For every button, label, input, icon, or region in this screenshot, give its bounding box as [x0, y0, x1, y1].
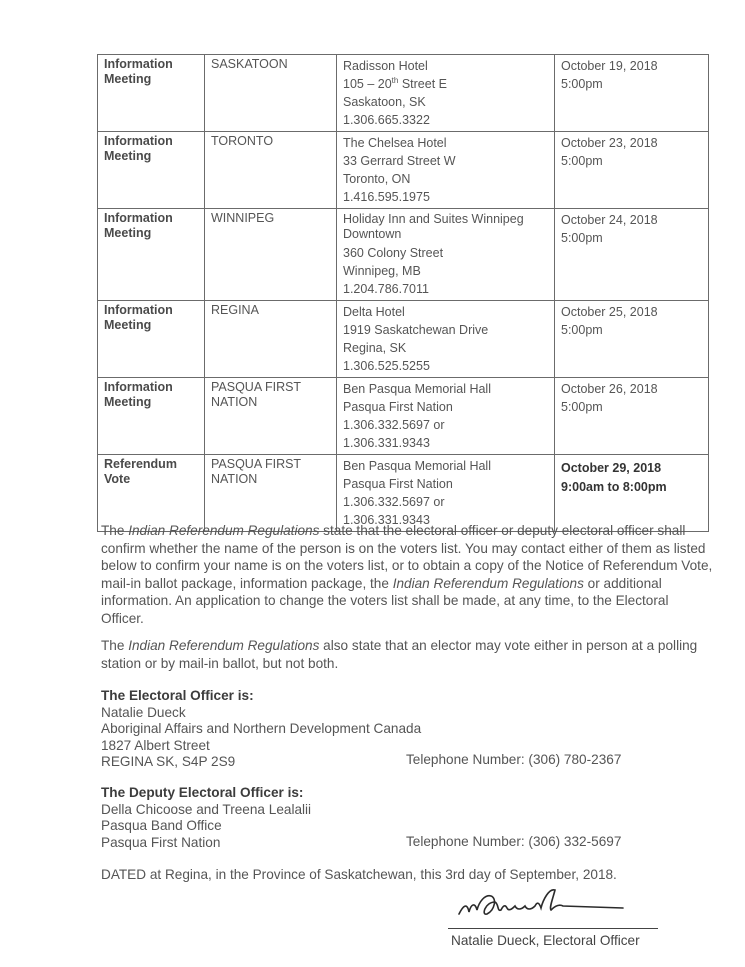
regulations-paragraph: The Indian Referendum Regulations state that the electoral officer or deputy electoral officer shall confirm whether the name of the person is on the voters list. You may contact either of them as listed below to confirm your name is on the voters list, or to obtain a copy of the Notice of Referendum Vote, mail-in ballot package, information package, the Indian Referendum Regulations or additional information. An application to change the voters list shall be made, at any time, to the Electoral Officer. — [101, 523, 713, 626]
venue-cell — [337, 132, 555, 209]
location-cell: WINNIPEG — [205, 209, 337, 301]
event-type-cell: Information Meeting — [98, 301, 205, 378]
venue-line: 105 – 20th Street E — [343, 75, 447, 91]
date-cell — [555, 301, 709, 378]
venue-line: 1.416.595.1975 — [343, 190, 430, 204]
location-cell: PASQUA FIRST NATION — [205, 378, 337, 455]
venue-cell — [337, 455, 555, 532]
event-time: 5:00pm — [561, 400, 603, 414]
venue-line: 1.306.665.3322 — [343, 113, 430, 127]
voting-method-paragraph: The Indian Referendum Regulations also state that an elector may vote either in person at a polling station or by mail-in ballot, but not both. — [101, 638, 698, 671]
event-time: 5:00pm — [561, 231, 603, 245]
date-cell — [555, 55, 709, 132]
venue-line: Holiday Inn and Suites Winnipeg Downtown — [343, 212, 524, 241]
event-date: October 26, 2018 — [561, 382, 658, 396]
venue-line: 1.306.332.5697 or — [343, 418, 445, 432]
venue-line: 1.204.786.7011 — [343, 282, 429, 296]
venue-line: Toronto, ON — [343, 172, 411, 186]
vote-hours: 9:00am to 8:00pm — [561, 480, 667, 494]
event-date: October 19, 2018 — [561, 59, 658, 73]
table-row — [98, 301, 709, 378]
venue-line: 1919 Saskatchewan Drive — [343, 323, 489, 337]
date-cell — [555, 455, 709, 532]
date-cell — [555, 209, 709, 301]
location-cell: PASQUA FIRST NATION — [205, 455, 337, 532]
location-cell: REGINA — [205, 301, 337, 378]
venue-line: Ben Pasqua Memorial Hall — [343, 382, 491, 396]
officer-city: REGINA SK, S4P 2S9 — [101, 754, 236, 769]
date-cell — [555, 378, 709, 455]
venue-line: 360 Colony Street — [343, 246, 444, 260]
deputy-community: Pasqua First Nation — [101, 834, 221, 850]
venue-line: Radisson Hotel — [343, 59, 428, 73]
venue-cell — [337, 209, 555, 301]
venue-line: 1.306.332.5697 or — [343, 495, 445, 509]
date-cell — [555, 132, 709, 209]
table-row — [98, 132, 709, 209]
deputy-telephone: Telephone Number: (306) 332-5697 — [406, 834, 622, 849]
table-row — [98, 455, 709, 532]
venue-line: 1.306.331.9343 — [343, 436, 430, 450]
event-type-cell: Information Meeting — [98, 132, 205, 209]
venue-line: Pasqua First Nation — [343, 400, 453, 414]
location-cell: SASKATOON — [205, 55, 337, 132]
event-time: 5:00pm — [561, 154, 603, 168]
venue-cell — [337, 301, 555, 378]
location-cell: TORONTO — [205, 132, 337, 209]
event-type-cell: Information Meeting — [98, 55, 205, 132]
venue-line: Delta Hotel — [343, 305, 405, 319]
deputy-officer-block — [101, 785, 311, 851]
event-time: 5:00pm — [561, 77, 603, 91]
deputy-names: Della Chicoose and Treena Lealalii — [101, 801, 312, 817]
venue-line: Ben Pasqua Memorial Hall — [343, 459, 491, 473]
signature-line — [448, 928, 658, 929]
officer-telephone: Telephone Number: (306) 780-2367 — [406, 752, 622, 767]
officer-name: Natalie Dueck — [101, 704, 186, 720]
event-type-cell: Information Meeting — [98, 209, 205, 301]
venue-line: Winnipeg, MB — [343, 264, 421, 278]
deputy-officer-heading: The Deputy Electoral Officer is: — [101, 785, 304, 800]
venue-line: 1.306.331.9343 — [343, 513, 430, 527]
event-type-cell: Information Meeting — [98, 378, 205, 455]
schedule-table — [97, 54, 709, 532]
table-row — [98, 55, 709, 132]
table-row — [98, 378, 709, 455]
venue-line: 1.306.525.5255 — [343, 359, 430, 373]
event-date: October 23, 2018 — [561, 136, 658, 150]
table-row — [98, 209, 709, 301]
venue-line: Saskatoon, SK — [343, 95, 426, 109]
electoral-officer-heading: The Electoral Officer is: — [101, 688, 254, 703]
signatory-name: Natalie Dueck, Electoral Officer — [451, 933, 640, 948]
venue-cell — [337, 378, 555, 455]
venue-line: 33 Gerrard Street W — [343, 154, 456, 168]
electoral-officer-block — [101, 688, 421, 771]
venue-line: Pasqua First Nation — [343, 477, 453, 491]
event-date: October 25, 2018 — [561, 305, 658, 319]
officer-organization: Aboriginal Affairs and Northern Development Canada — [101, 721, 422, 736]
deputy-office: Pasqua Band Office — [101, 818, 222, 833]
venue-cell — [337, 55, 555, 132]
officer-street: 1827 Albert Street — [101, 737, 210, 753]
event-type-cell: Referendum Vote — [98, 455, 205, 532]
handwritten-signature — [445, 880, 645, 928]
venue-line: Regina, SK — [343, 341, 407, 355]
venue-line: The Chelsea Hotel — [343, 136, 447, 150]
vote-date: October 29, 2018 — [561, 461, 662, 475]
event-date: October 24, 2018 — [561, 213, 658, 227]
dated-line: DATED at Regina, in the Province of Saskatchewan, this 3rd day of September, 2018. — [101, 867, 617, 882]
event-time: 5:00pm — [561, 323, 603, 337]
